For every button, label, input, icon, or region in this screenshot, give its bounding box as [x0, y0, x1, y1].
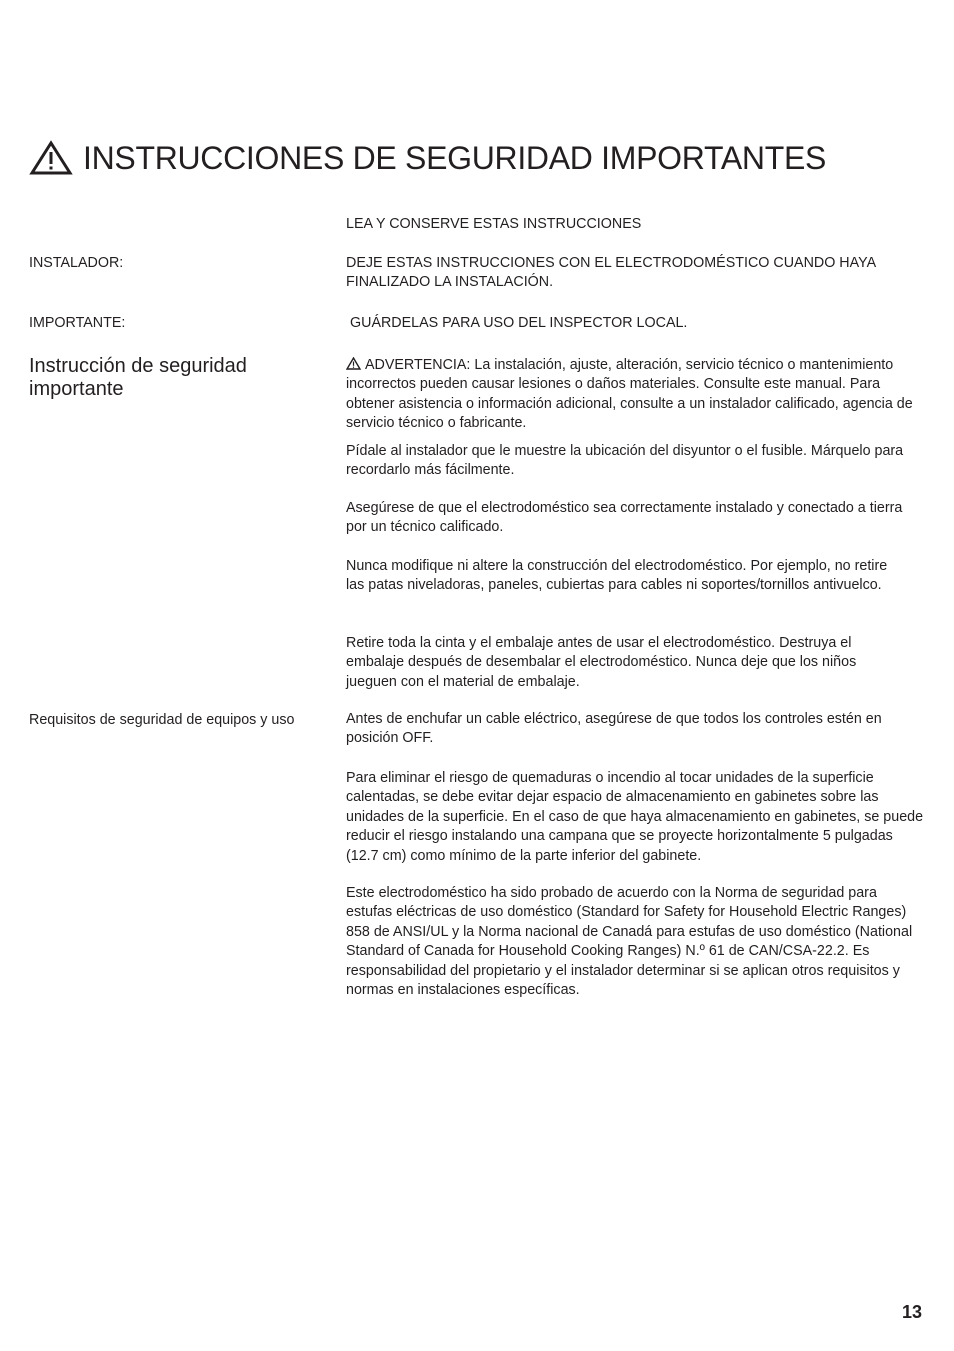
section-heading-equipment: Requisitos de seguridad de equipos y uso: [29, 712, 295, 728]
paragraph: Pídale al instalador que le muestre la ubicación del disyuntor o el fusible. Márquelo para recordarlo más fácilmente.: [346, 443, 904, 479]
important-label: IMPORTANTE:: [29, 315, 126, 331]
warning-label: ADVERTENCIA:: [365, 357, 471, 373]
paragraph: Asegúrese de que el electrodoméstico sea correctamente instalado y conectado a tierra por un técnico calificado.: [346, 500, 903, 536]
warning-icon: [29, 140, 73, 176]
section-heading-safety: Instrucción de seguridad importante: [29, 355, 247, 400]
page-title: [29, 136, 826, 180]
installer-text: DEJE ESTAS INSTRUCCIONES CON EL ELECTRODOMÉSTICO CUANDO HAYA FINALIZADO LA INSTALACIÓN.: [346, 255, 876, 291]
paragraph: Retire toda la cinta y el embalaje antes de usar el electrodoméstico. Destruya el embalaje después de desembalar el electrodoméstico. Nunca deje que los niños jueguen con el material de embalaje.: [346, 635, 857, 690]
page-title-text: INSTRUCCIONES DE SEGURIDAD IMPORTANTES: [83, 140, 827, 176]
paragraph: Antes de enchufar un cable eléctrico, asegúrese de que todos los controles estén en posición OFF.: [346, 711, 882, 747]
installer-label: INSTALADOR:: [29, 255, 124, 271]
paragraph: Para eliminar el riesgo de quemaduras o incendio al tocar unidades de la superficie calentadas, se debe evitar dejar espacio de almacenamiento en gabinetes sobre las unidades de la superficie. En el caso de que haya almacenamiento en gabinetes, se puede reducir el riesgo instalando una campana que se proyecte horizontalmente 5 pulgadas (12.7 cm) como mínimo de la parte inferior del gabinete.: [346, 770, 924, 864]
warning-paragraph: [346, 356, 926, 434]
page-number: 13: [901, 1302, 922, 1322]
paragraph: Nunca modifique ni altere la construcción del electrodoméstico. Por ejemplo, no retire las patas niveladoras, paneles, cubiertas para cables ni soportes/tornillos antivuelco.: [346, 558, 888, 594]
warning-text: La instalación, ajuste, alteración, servicio técnico o mantenimiento incorrectos pueden causar lesiones o daños materiales. Consulte este manual. Para obtener asistencia o información adicional, consulte a un instalador calificado, agencia de servicio técnico o fabricante.: [346, 357, 913, 432]
warning-small-icon: [346, 357, 361, 370]
read-keep-notice: LEA Y CONSERVE ESTAS INSTRUCCIONES: [346, 216, 642, 232]
important-text: GUÁRDELAS PARA USO DEL INSPECTOR LOCAL.: [350, 315, 688, 331]
paragraph: Este electrodoméstico ha sido probado de acuerdo con la Norma de seguridad para estufas eléctricas de uso doméstico (Standard for Safety for Household Electric Ranges) 858 de ANSI/UL y la Norma nacional de Canadá para estufas de uso doméstico (National Standard of Canada for Household Cooking Ranges) N.º 61 de CAN/CSA-22.2. Es responsabilidad del propietario y el instalador determinar si se aplican otros requisitos y normas en instalaciones específicas.: [346, 885, 913, 999]
